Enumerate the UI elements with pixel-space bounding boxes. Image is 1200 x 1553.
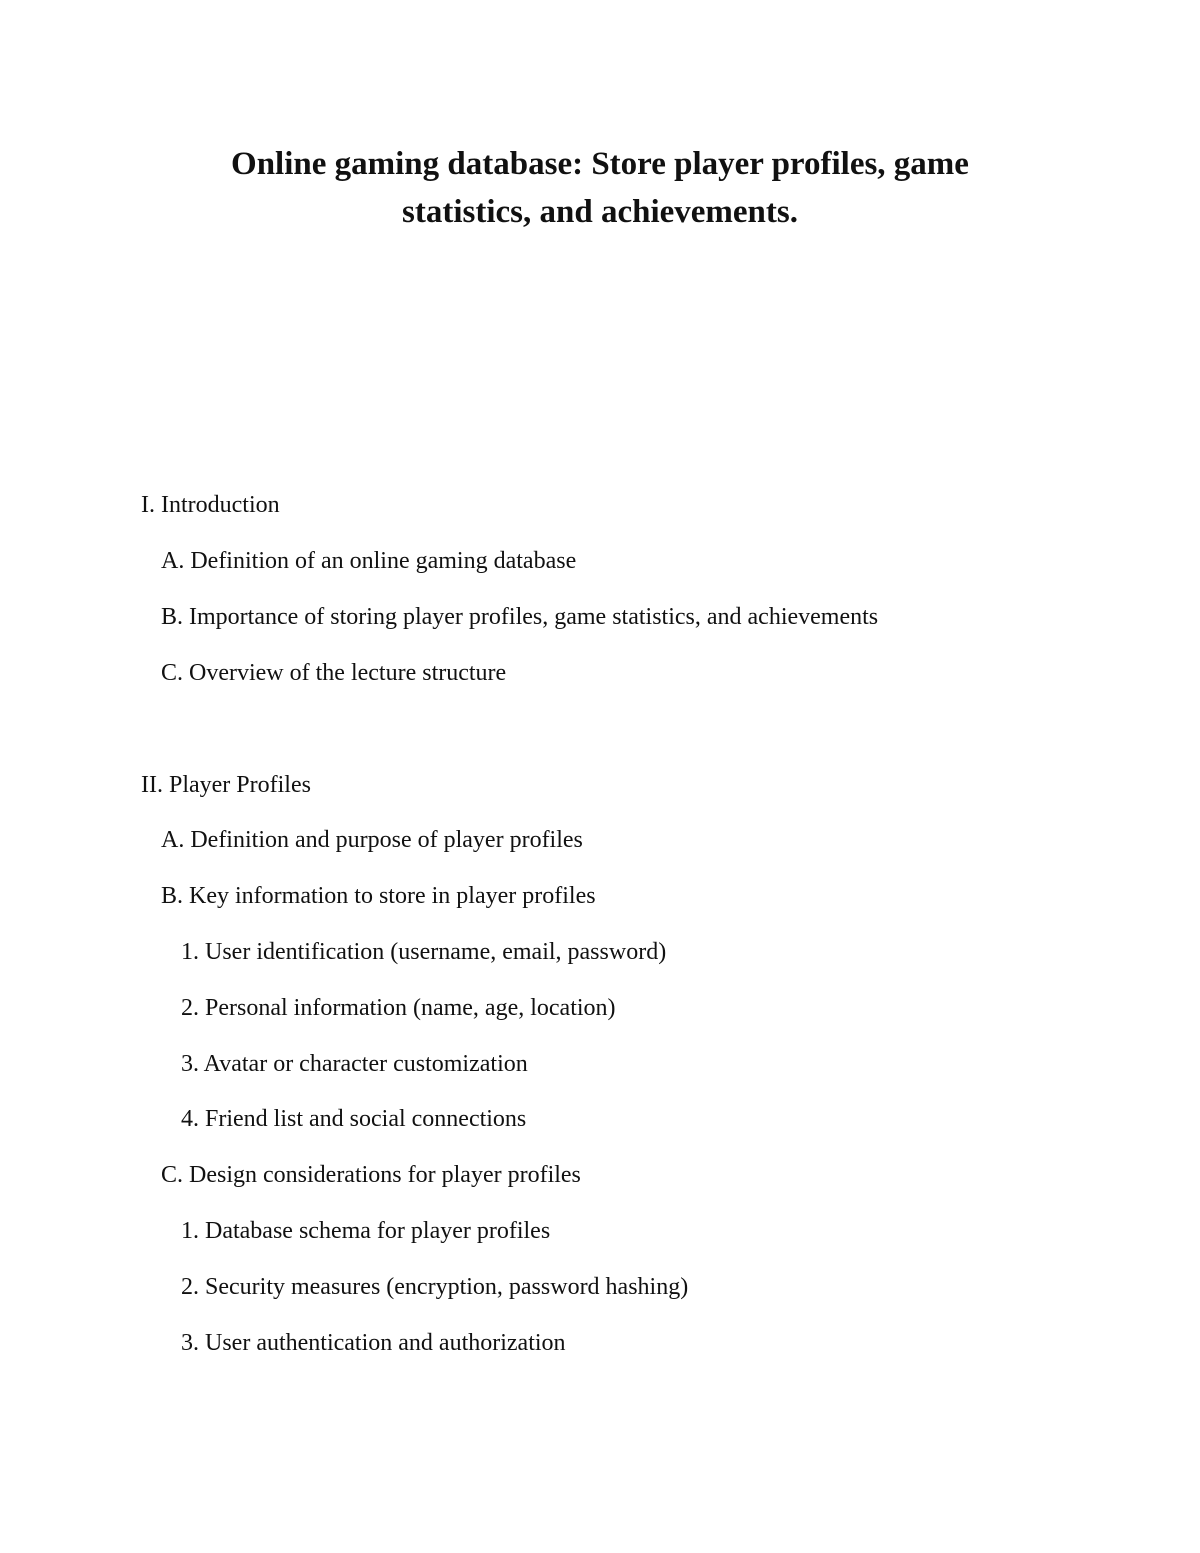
outline-item: C. Overview of the lecture structure: [161, 660, 507, 686]
section-heading-introduction: I. Introduction: [141, 492, 280, 518]
outline-subitem: 2. Security measures (encryption, password hashing): [181, 1274, 689, 1300]
outline-subitem: 3. Avatar or character customization: [181, 1051, 528, 1077]
document-title: [150, 140, 1050, 236]
outline-item: A. Definition of an online gaming database: [161, 548, 577, 574]
outline-subitem: 2. Personal information (name, age, location): [181, 995, 616, 1021]
outline-item: B. Key information to store in player profiles: [161, 883, 596, 909]
outline-subitem: 4. Friend list and social connections: [181, 1106, 527, 1132]
title-line-2: statistics, and achievements.: [402, 194, 798, 230]
outline-item: A. Definition and purpose of player profiles: [161, 827, 583, 853]
outline-subitem: 1. User identification (username, email, password): [181, 939, 667, 965]
title-line-1: Online gaming database: Store player profiles, game: [231, 146, 969, 182]
outline-subitem: 1. Database schema for player profiles: [181, 1218, 551, 1244]
section-heading-player-profiles: II. Player Profiles: [141, 772, 311, 798]
outline-item: C. Design considerations for player profiles: [161, 1162, 581, 1188]
outline-item: B. Importance of storing player profiles, game statistics, and achievements: [161, 604, 879, 630]
outline-subitem: 3. User authentication and authorization: [181, 1330, 566, 1356]
